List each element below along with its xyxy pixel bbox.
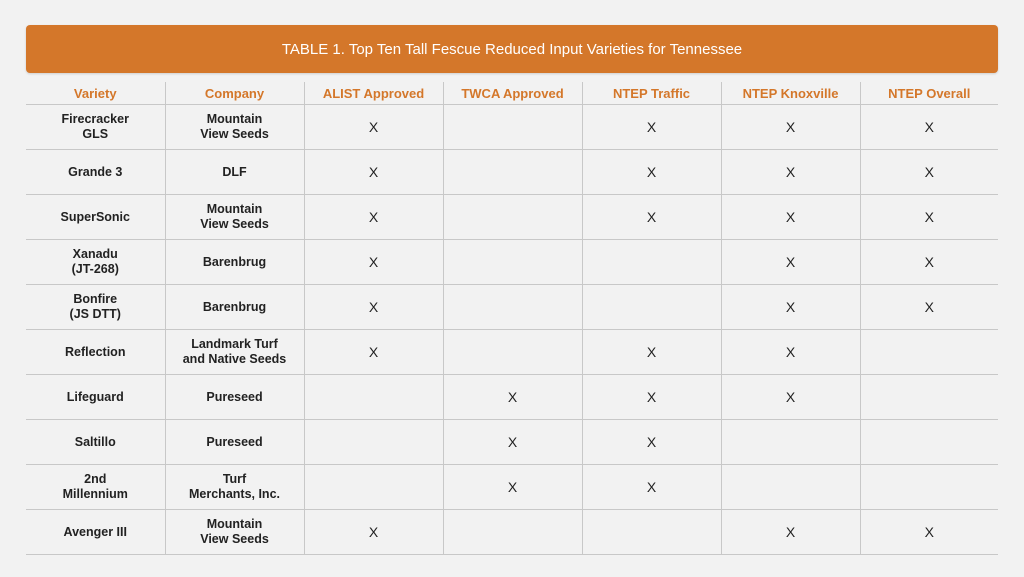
twca-cell	[443, 285, 582, 330]
variety-cell	[26, 105, 165, 150]
knoxville-cell: X	[721, 330, 860, 375]
traffic-cell: X	[582, 195, 721, 240]
knoxville-cell	[721, 465, 860, 510]
table-header-row	[26, 82, 998, 105]
overall-cell: X	[860, 510, 998, 555]
variety-cell	[26, 240, 165, 285]
traffic-cell	[582, 285, 721, 330]
company-cell	[165, 150, 304, 195]
variety-text: (JS DTT)	[69, 307, 121, 321]
twca-cell	[443, 195, 582, 240]
knoxville-cell: X	[721, 195, 860, 240]
company-cell	[165, 105, 304, 150]
company-text: Pureseed	[206, 434, 263, 449]
overall-cell	[860, 465, 998, 510]
alist-cell: X	[304, 285, 443, 330]
alist-cell	[304, 420, 443, 465]
traffic-cell: X	[582, 330, 721, 375]
variety-cell	[26, 510, 165, 555]
alist-cell: X	[304, 195, 443, 240]
twca-cell: X	[443, 465, 582, 510]
company-text: Landmark Turf	[191, 337, 278, 351]
alist-cell	[304, 375, 443, 420]
table-row	[26, 510, 998, 555]
column-header: Company	[165, 82, 304, 105]
company-text: DLF	[222, 164, 247, 179]
overall-cell: X	[860, 285, 998, 330]
variety-text: Millennium	[62, 487, 128, 501]
variety-cell	[26, 195, 165, 240]
traffic-cell	[582, 240, 721, 285]
variety-text: Grande 3	[68, 164, 123, 179]
twca-cell	[443, 510, 582, 555]
variety-text: Avenger III	[63, 524, 127, 539]
overall-cell	[860, 420, 998, 465]
company-cell	[165, 240, 304, 285]
variety-text: SuperSonic	[60, 209, 130, 224]
alist-cell: X	[304, 510, 443, 555]
traffic-cell: X	[582, 420, 721, 465]
knoxville-cell: X	[721, 375, 860, 420]
variety-text: Saltillo	[74, 434, 116, 449]
table-row	[26, 105, 998, 150]
company-text: View Seeds	[200, 532, 269, 546]
company-text: Barenbrug	[202, 254, 267, 269]
variety-text: (JT-268)	[71, 262, 119, 276]
variety-cell	[26, 465, 165, 510]
variety-text: Firecracker	[61, 112, 129, 126]
knoxville-cell: X	[721, 150, 860, 195]
company-cell	[165, 465, 304, 510]
alist-cell: X	[304, 150, 443, 195]
variety-text: Bonfire	[73, 292, 118, 306]
table-row	[26, 330, 998, 375]
company-cell	[165, 420, 304, 465]
overall-cell: X	[860, 105, 998, 150]
overall-cell	[860, 330, 998, 375]
variety-cell	[26, 420, 165, 465]
variety-text: Reflection	[65, 344, 126, 359]
twca-cell	[443, 105, 582, 150]
variety-text: Lifeguard	[66, 389, 124, 404]
overall-cell: X	[860, 195, 998, 240]
company-cell	[165, 195, 304, 240]
alist-cell: X	[304, 240, 443, 285]
company-text: View Seeds	[200, 217, 269, 231]
twca-cell: X	[443, 420, 582, 465]
company-text: and Native Seeds	[182, 352, 287, 366]
variety-text: GLS	[82, 127, 109, 141]
varieties-table	[26, 82, 998, 555]
variety-cell	[26, 375, 165, 420]
table-row	[26, 465, 998, 510]
knoxville-cell	[721, 420, 860, 465]
variety-text: Xanadu	[72, 247, 118, 261]
traffic-cell: X	[582, 375, 721, 420]
table-title-text: TABLE 1. Top Ten Tall Fescue Reduced Input Varieties for Tennessee	[281, 40, 743, 58]
alist-cell: X	[304, 330, 443, 375]
knoxville-cell: X	[721, 510, 860, 555]
twca-cell	[443, 150, 582, 195]
company-text: Pureseed	[206, 389, 263, 404]
knoxville-cell: X	[721, 240, 860, 285]
knoxville-cell: X	[721, 285, 860, 330]
traffic-cell	[582, 510, 721, 555]
company-cell	[165, 285, 304, 330]
company-cell	[165, 510, 304, 555]
column-header: Variety	[26, 82, 165, 105]
variety-text: 2nd	[84, 472, 107, 486]
twca-cell: X	[443, 375, 582, 420]
table-row	[26, 195, 998, 240]
column-header: NTEP Knoxville	[721, 82, 860, 105]
twca-cell	[443, 330, 582, 375]
overall-cell: X	[860, 150, 998, 195]
company-text: View Seeds	[200, 127, 269, 141]
alist-cell: X	[304, 105, 443, 150]
company-cell	[165, 375, 304, 420]
variety-cell	[26, 285, 165, 330]
company-text: Mountain	[206, 202, 263, 216]
column-header: TWCA Approved	[443, 82, 582, 105]
traffic-cell: X	[582, 105, 721, 150]
company-text: Merchants, Inc.	[189, 487, 280, 501]
company-text: Mountain	[206, 112, 263, 126]
alist-cell	[304, 465, 443, 510]
table-row	[26, 285, 998, 330]
company-text: Mountain	[206, 517, 263, 531]
table-row	[26, 420, 998, 465]
company-text: Turf	[222, 472, 247, 486]
table-row	[26, 150, 998, 195]
table-title	[26, 25, 998, 73]
overall-cell: X	[860, 240, 998, 285]
knoxville-cell: X	[721, 105, 860, 150]
column-header: NTEP Traffic	[582, 82, 721, 105]
variety-cell	[26, 150, 165, 195]
twca-cell	[443, 240, 582, 285]
overall-cell	[860, 375, 998, 420]
table-row	[26, 375, 998, 420]
column-header: NTEP Overall	[860, 82, 998, 105]
column-header: ALIST Approved	[304, 82, 443, 105]
company-cell	[165, 330, 304, 375]
variety-cell	[26, 330, 165, 375]
table-row	[26, 240, 998, 285]
traffic-cell: X	[582, 465, 721, 510]
company-text: Barenbrug	[202, 299, 267, 314]
traffic-cell: X	[582, 150, 721, 195]
